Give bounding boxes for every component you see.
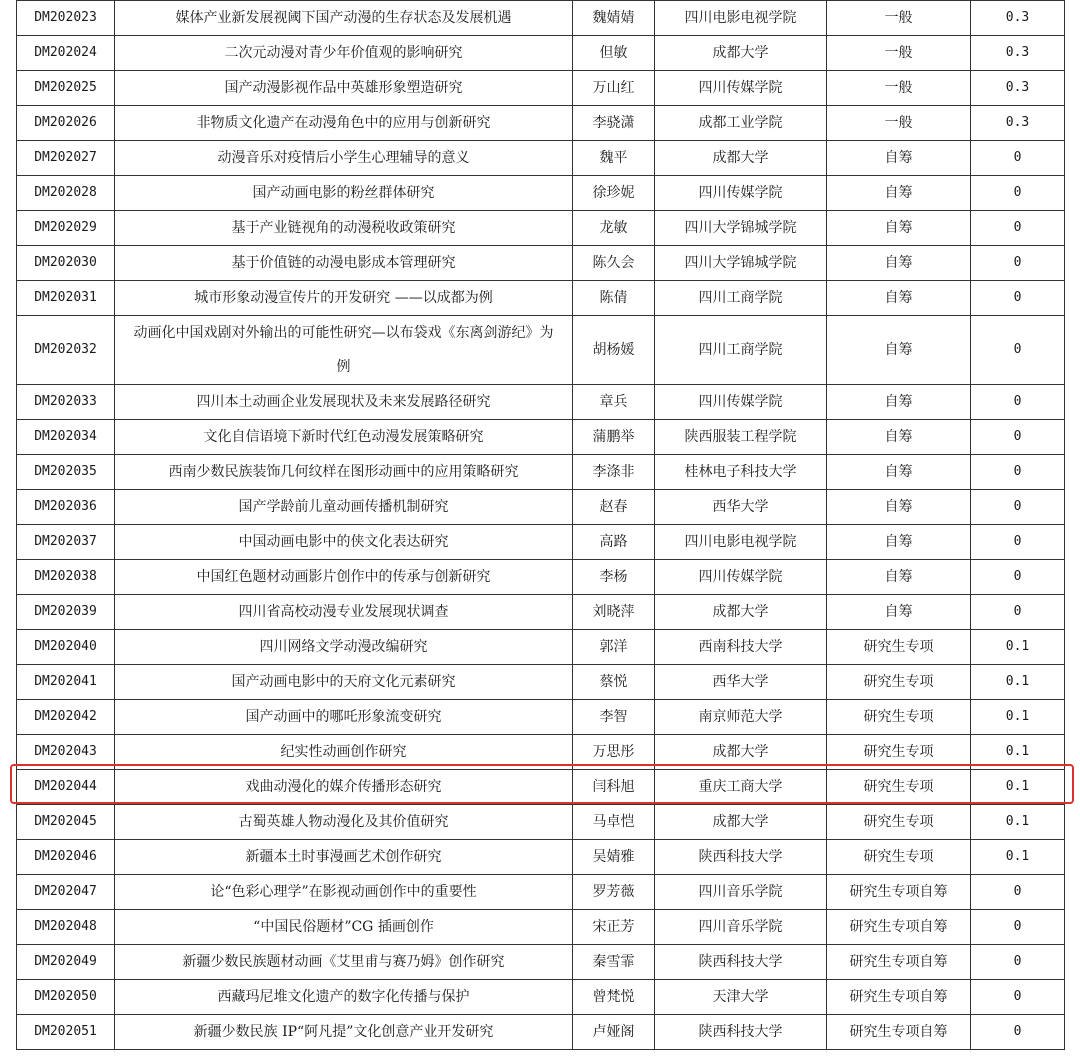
applicant-cell: 蔡悦 (573, 665, 655, 700)
project-id-cell: DM202039 (17, 595, 115, 630)
table-row (17, 595, 1065, 630)
project-title-cell: 纪实性动画创作研究 (115, 735, 573, 770)
school-cell: 四川传媒学院 (655, 71, 827, 106)
project-title-cell: 四川省高校动漫专业发展现状调查 (115, 595, 573, 630)
project-id-cell: DM202043 (17, 735, 115, 770)
funding-cell: 0.1 (971, 735, 1065, 770)
project-id-cell: DM202033 (17, 385, 115, 420)
project-title-cell: 国产动漫影视作品中英雄形象塑造研究 (115, 71, 573, 106)
funding-cell: 0 (971, 875, 1065, 910)
project-title-cell: 新疆本土时事漫画艺术创作研究 (115, 840, 573, 875)
funding-cell: 0 (971, 316, 1065, 385)
school-cell: 西华大学 (655, 665, 827, 700)
table-row (17, 420, 1065, 455)
applicant-cell: 魏平 (573, 141, 655, 176)
school-cell: 四川大学锦城学院 (655, 246, 827, 281)
school-cell: 桂林电子科技大学 (655, 455, 827, 490)
school-cell: 四川大学锦城学院 (655, 211, 827, 246)
project-id-cell: DM202027 (17, 141, 115, 176)
school-cell: 陕西科技大学 (655, 1015, 827, 1050)
project-title-cell: 中国动画电影中的侠文化表达研究 (115, 525, 573, 560)
project-id-cell: DM202036 (17, 490, 115, 525)
project-table-body (17, 1, 1065, 1050)
school-cell: 四川音乐学院 (655, 875, 827, 910)
school-cell: 重庆工商大学 (655, 770, 827, 805)
project-title-cell: 城市形象动漫宣传片的开发研究 ——以成都为例 (115, 281, 573, 316)
school-cell: 南京师范大学 (655, 700, 827, 735)
funding-cell: 0 (971, 455, 1065, 490)
table-row (17, 630, 1065, 665)
funding-cell: 0 (971, 525, 1065, 560)
applicant-cell: 陈倩 (573, 281, 655, 316)
category-cell: 一般 (827, 36, 971, 71)
funding-cell: 0.3 (971, 36, 1065, 71)
category-cell: 自筹 (827, 385, 971, 420)
category-cell: 研究生专项 (827, 805, 971, 840)
category-cell: 自筹 (827, 420, 971, 455)
project-id-cell: DM202044 (17, 770, 115, 805)
funding-cell: 0 (971, 910, 1065, 945)
school-cell: 四川传媒学院 (655, 176, 827, 211)
funding-cell: 0.1 (971, 665, 1065, 700)
funding-cell: 0.3 (971, 106, 1065, 141)
funding-cell: 0.3 (971, 71, 1065, 106)
category-cell: 自筹 (827, 560, 971, 595)
project-title-cell: 古蜀英雄人物动漫化及其价值研究 (115, 805, 573, 840)
funding-cell: 0 (971, 420, 1065, 455)
project-title-cell: 国产动画中的哪吒形象流变研究 (115, 700, 573, 735)
category-cell: 研究生专项自筹 (827, 945, 971, 980)
project-title-cell: 西藏玛尼堆文化遗产的数字化传播与保护 (115, 980, 573, 1015)
table-row (17, 910, 1065, 945)
project-title-cell: 文化自信语境下新时代红色动漫发展策略研究 (115, 420, 573, 455)
table-row (17, 980, 1065, 1015)
school-cell: 成都工业学院 (655, 106, 827, 141)
school-cell: 四川传媒学院 (655, 385, 827, 420)
funding-cell: 0 (971, 141, 1065, 176)
school-cell: 四川传媒学院 (655, 560, 827, 595)
category-cell: 自筹 (827, 246, 971, 281)
project-title-cell: 动画化中国戏剧对外输出的可能性研究—以布袋戏《东离剑游纪》为例 (115, 316, 573, 385)
project-title-cell: 四川本土动画企业发展现状及未来发展路径研究 (115, 385, 573, 420)
category-cell: 自筹 (827, 525, 971, 560)
project-id-cell: DM202040 (17, 630, 115, 665)
project-title-cell: 四川网络文学动漫改编研究 (115, 630, 573, 665)
category-cell: 研究生专项自筹 (827, 1015, 971, 1050)
school-cell: 成都大学 (655, 36, 827, 71)
applicant-cell: 李智 (573, 700, 655, 735)
applicant-cell: 李骁潇 (573, 106, 655, 141)
funding-cell: 0 (971, 595, 1065, 630)
table-row (17, 840, 1065, 875)
applicant-cell: 曾梵悦 (573, 980, 655, 1015)
category-cell: 研究生专项 (827, 735, 971, 770)
project-id-cell: DM202032 (17, 316, 115, 385)
table-row (17, 490, 1065, 525)
applicant-cell: 章兵 (573, 385, 655, 420)
school-cell: 成都大学 (655, 735, 827, 770)
applicant-cell: 但敏 (573, 36, 655, 71)
table-row (17, 455, 1065, 490)
table-row (17, 525, 1065, 560)
table-row (17, 281, 1065, 316)
category-cell: 自筹 (827, 211, 971, 246)
funding-cell: 0 (971, 1015, 1065, 1050)
funding-cell: 0 (971, 490, 1065, 525)
table-row (17, 1, 1065, 36)
applicant-cell: 秦雪霏 (573, 945, 655, 980)
project-title-cell: 基于价值链的动漫电影成本管理研究 (115, 246, 573, 281)
project-title-cell: 国产动画电影中的天府文化元素研究 (115, 665, 573, 700)
table-row (17, 875, 1065, 910)
school-cell: 四川工商学院 (655, 281, 827, 316)
project-title-cell: 非物质文化遗产在动漫角色中的应用与创新研究 (115, 106, 573, 141)
project-title-cell: 新疆少数民族题材动画《艾里甫与赛乃姆》创作研究 (115, 945, 573, 980)
school-cell: 成都大学 (655, 141, 827, 176)
project-id-cell: DM202030 (17, 246, 115, 281)
project-id-cell: DM202041 (17, 665, 115, 700)
funding-cell: 0 (971, 385, 1065, 420)
funding-cell: 0 (971, 211, 1065, 246)
category-cell: 研究生专项自筹 (827, 875, 971, 910)
category-cell: 研究生专项 (827, 840, 971, 875)
applicant-cell: 李涤非 (573, 455, 655, 490)
category-cell: 自筹 (827, 141, 971, 176)
school-cell: 四川电影电视学院 (655, 1, 827, 36)
applicant-cell: 陈久会 (573, 246, 655, 281)
table-row (17, 665, 1065, 700)
school-cell: 陕西服装工程学院 (655, 420, 827, 455)
applicant-cell: 刘晓萍 (573, 595, 655, 630)
table-row (17, 246, 1065, 281)
category-cell: 研究生专项自筹 (827, 980, 971, 1015)
table-row (17, 560, 1065, 595)
table-row (17, 1015, 1065, 1050)
funding-cell: 0 (971, 980, 1065, 1015)
project-title-cell: 媒体产业新发展视阈下国产动漫的生存状态及发展机遇 (115, 1, 573, 36)
category-cell: 研究生专项 (827, 700, 971, 735)
school-cell: 四川音乐学院 (655, 910, 827, 945)
applicant-cell: 蒲鹏举 (573, 420, 655, 455)
table-row (17, 805, 1065, 840)
table-row (17, 385, 1065, 420)
project-id-cell: DM202035 (17, 455, 115, 490)
category-cell: 自筹 (827, 455, 971, 490)
category-cell: 一般 (827, 1, 971, 36)
project-table (16, 0, 1065, 1050)
applicant-cell: 郭洋 (573, 630, 655, 665)
school-cell: 成都大学 (655, 595, 827, 630)
project-id-cell: DM202048 (17, 910, 115, 945)
applicant-cell: 李杨 (573, 560, 655, 595)
project-title-cell: 西南少数民族装饰几何纹样在图形动画中的应用策略研究 (115, 455, 573, 490)
project-id-cell: DM202026 (17, 106, 115, 141)
highlight-box (10, 764, 1074, 804)
table-row (17, 316, 1065, 385)
school-cell: 西南科技大学 (655, 630, 827, 665)
project-title-cell: 中国红色题材动画影片创作中的传承与创新研究 (115, 560, 573, 595)
category-cell: 自筹 (827, 176, 971, 211)
project-title-cell: 论“色彩心理学”在影视动画创作中的重要性 (115, 875, 573, 910)
project-title-cell: “中国民俗题材”CG 插画创作 (115, 910, 573, 945)
applicant-cell: 胡杨媛 (573, 316, 655, 385)
category-cell: 自筹 (827, 281, 971, 316)
category-cell: 一般 (827, 71, 971, 106)
funding-cell: 0.1 (971, 630, 1065, 665)
project-id-cell: DM202051 (17, 1015, 115, 1050)
applicant-cell: 吴婧雅 (573, 840, 655, 875)
project-id-cell: DM202023 (17, 1, 115, 36)
applicant-cell: 万山红 (573, 71, 655, 106)
project-title-cell: 国产学龄前儿童动画传播机制研究 (115, 490, 573, 525)
applicant-cell: 万思彤 (573, 735, 655, 770)
funding-cell: 0 (971, 560, 1065, 595)
applicant-cell: 高路 (573, 525, 655, 560)
table-row (17, 36, 1065, 71)
table-row (17, 211, 1065, 246)
project-id-cell: DM202028 (17, 176, 115, 211)
table-row (17, 945, 1065, 980)
school-cell: 四川工商学院 (655, 316, 827, 385)
funding-cell: 0.1 (971, 770, 1065, 805)
project-id-cell: DM202038 (17, 560, 115, 595)
project-id-cell: DM202050 (17, 980, 115, 1015)
school-cell: 陕西科技大学 (655, 945, 827, 980)
project-id-cell: DM202049 (17, 945, 115, 980)
project-title-cell: 国产动画电影的粉丝群体研究 (115, 176, 573, 211)
table-row (17, 106, 1065, 141)
table-row (17, 176, 1065, 211)
category-cell: 一般 (827, 106, 971, 141)
school-cell: 成都大学 (655, 805, 827, 840)
project-id-cell: DM202046 (17, 840, 115, 875)
category-cell: 研究生专项 (827, 630, 971, 665)
project-id-cell: DM202031 (17, 281, 115, 316)
applicant-cell: 罗芳薇 (573, 875, 655, 910)
category-cell: 研究生专项 (827, 770, 971, 805)
project-id-cell: DM202045 (17, 805, 115, 840)
funding-cell: 0 (971, 176, 1065, 211)
project-id-cell: DM202024 (17, 36, 115, 71)
table-row (17, 141, 1065, 176)
funding-cell: 0 (971, 246, 1065, 281)
funding-cell: 0 (971, 945, 1065, 980)
project-id-cell: DM202029 (17, 211, 115, 246)
project-title-cell: 二次元动漫对青少年价值观的影响研究 (115, 36, 573, 71)
table-row (17, 700, 1065, 735)
school-cell: 四川电影电视学院 (655, 525, 827, 560)
applicant-cell: 赵春 (573, 490, 655, 525)
project-title-cell: 动漫音乐对疫情后小学生心理辅导的意义 (115, 141, 573, 176)
school-cell: 陕西科技大学 (655, 840, 827, 875)
school-cell: 天津大学 (655, 980, 827, 1015)
applicant-cell: 宋正芳 (573, 910, 655, 945)
project-id-cell: DM202047 (17, 875, 115, 910)
category-cell: 自筹 (827, 595, 971, 630)
applicant-cell: 徐珍妮 (573, 176, 655, 211)
project-title-cell: 基于产业链视角的动漫税收政策研究 (115, 211, 573, 246)
applicant-cell: 马卓恺 (573, 805, 655, 840)
applicant-cell: 闫科旭 (573, 770, 655, 805)
category-cell: 研究生专项自筹 (827, 910, 971, 945)
category-cell: 自筹 (827, 490, 971, 525)
funding-cell: 0.1 (971, 840, 1065, 875)
project-id-cell: DM202034 (17, 420, 115, 455)
category-cell: 研究生专项 (827, 665, 971, 700)
funding-cell: 0 (971, 281, 1065, 316)
funding-cell: 0.1 (971, 805, 1065, 840)
school-cell: 西华大学 (655, 490, 827, 525)
project-id-cell: DM202042 (17, 700, 115, 735)
project-title-cell: 戏曲动漫化的媒介传播形态研究 (115, 770, 573, 805)
applicant-cell: 魏婧婧 (573, 1, 655, 36)
table-row (17, 71, 1065, 106)
applicant-cell: 卢娅阁 (573, 1015, 655, 1050)
funding-cell: 0.3 (971, 1, 1065, 36)
project-id-cell: DM202025 (17, 71, 115, 106)
category-cell: 自筹 (827, 316, 971, 385)
project-id-cell: DM202037 (17, 525, 115, 560)
applicant-cell: 龙敏 (573, 211, 655, 246)
project-title-cell: 新疆少数民族 IP“阿凡提”文化创意产业开发研究 (115, 1015, 573, 1050)
funding-cell: 0.1 (971, 700, 1065, 735)
